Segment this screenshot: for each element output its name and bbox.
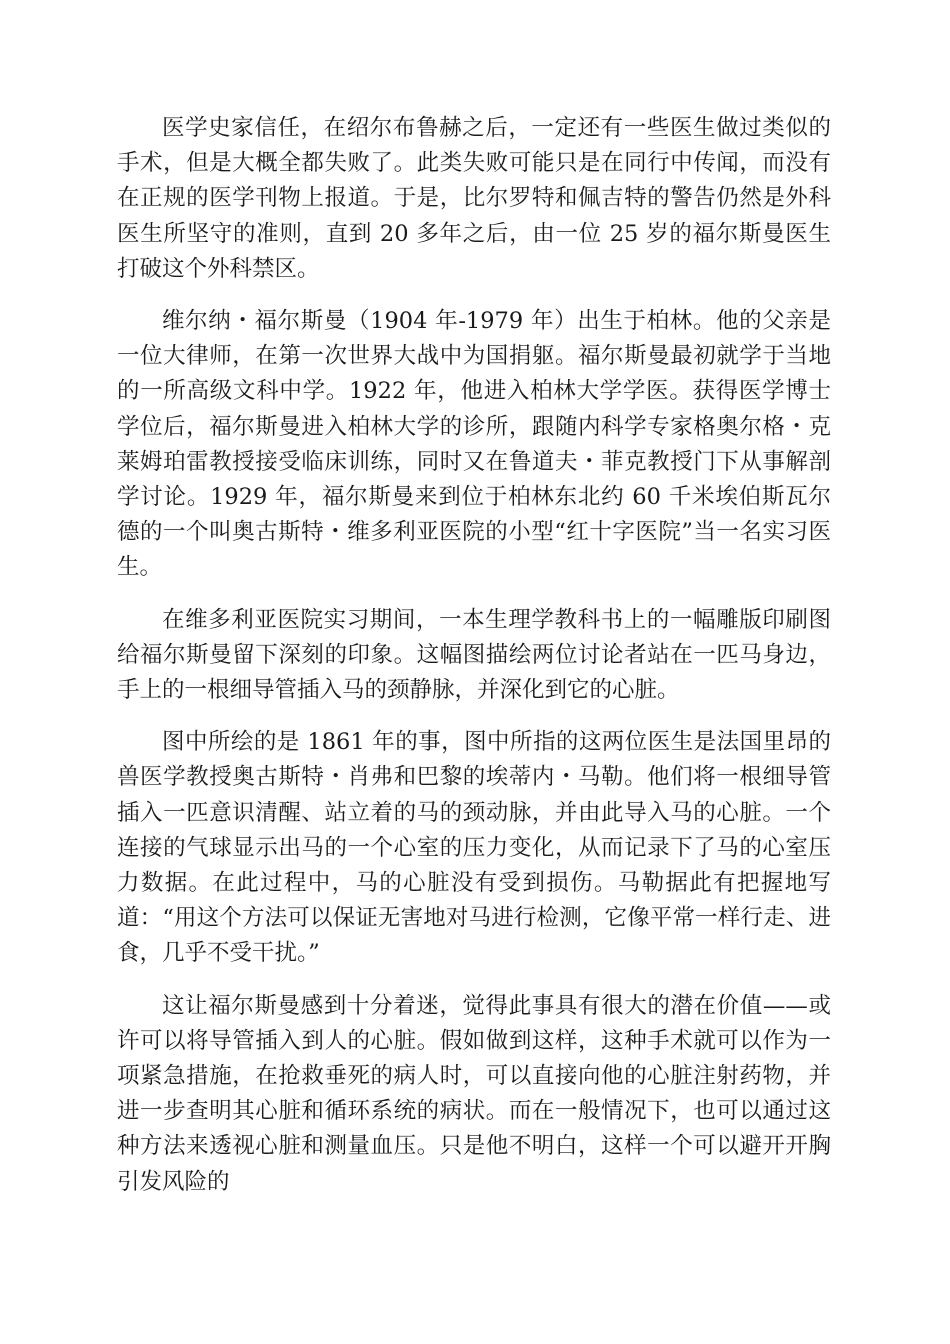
- paragraph: 图中所绘的是 1861 年的事，图中所指的这两位医生是法国里昂的兽医学教授奥古斯特・肖弗和巴黎的埃蒂内・马勒。他们将一根细导管插入一匹意识清醒、站立着的马的颈动脉，并由此导入马的心脏。一个连接的气球显示出马的一个心室的压力变化，从而记录下了马的心室压力数据。在此过程中，马的心脏没有受到损伤。马勒据此有把握地写道：“用这个方法可以保证无害地对马进行检测，它像平常一样行走、进食，几乎不受干扰。”: [117, 729, 831, 967]
- paragraph: 医学史家信任，在绍尔布鲁赫之后，一定还有一些医生做过类似的手术，但是大概全都失败了。此类失败可能只是在同行中传闻，而没有在正规的医学刊物上报道。于是，比尔罗特和佩吉特的警告仍然是外科医生所坚守的准则，直到 20 多年之后，由一位 25 岁的福尔斯曼医生打破这个外科禁区。: [117, 115, 831, 282]
- paragraph: 这让福尔斯曼感到十分着迷，觉得此事具有很大的潜在价值——或许可以将导管插入到人的心脏。假如做到这样，这种手术就可以作为一项紧急措施，在抢救垂死的病人时，可以直接向他的心脏注射药物，并进一步查明其心脏和循环系统的病状。而在一般情况下，也可以通过这种方法来透视心脏和测量血压。只是他不明白，这样一个可以避开开胸引发风险的: [117, 992, 831, 1195]
- document-page: [117, 111, 831, 1217]
- paragraph: 维尔纳・福尔斯曼（1904 年-1979 年）出生于柏林。他的父亲是一位大律师，在第一次世界大战中为国捐躯。福尔斯曼最初就学于当地的一所高级文科中学。1922 年，他进入柏林大学学医。获得医学博士学位后，福尔斯曼进入柏林大学的诊所，跟随内科学专家格奥尔格・克莱姆珀雷教授接受临床训练，同时又在鲁道夫・菲克教授门下从事解剖学讨论。1929 年，福尔斯曼来到位于柏林东北约 60 千米埃伯斯瓦尔德的一个叫奥古斯特・维多利亚医院的小型“红十字医院”当一名实习医生。: [117, 308, 831, 581]
- paragraph: 在维多利亚医院实习期间，一本生理学教科书上的一幅雕版印刷图给福尔斯曼留下深刻的印象。这幅图描绘两位讨论者站在一匹马身边，手上的一根细导管插入马的颈静脉，并深化到它的心脏。: [117, 606, 831, 704]
